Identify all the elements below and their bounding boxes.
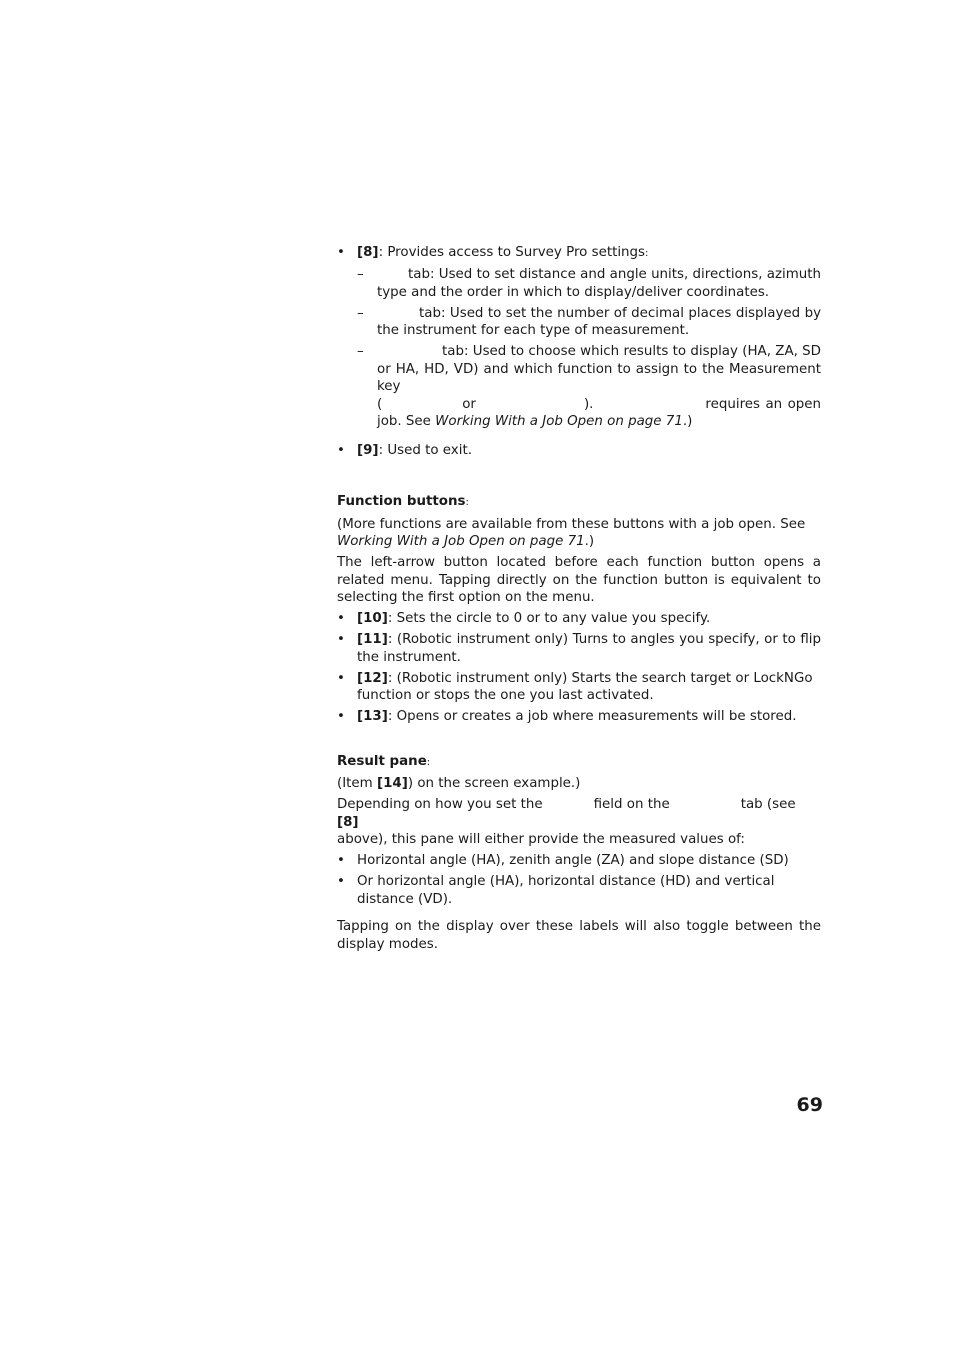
item-text: : Sets the circle to 0 or to any value you specify. xyxy=(387,611,711,626)
item-ref: [8] xyxy=(357,245,379,260)
cross-reference-link[interactable]: Working With a Job Open on page 71 xyxy=(435,414,683,429)
sub-item-paren-close: ). xyxy=(583,396,594,412)
sub-item-end: .) xyxy=(682,414,693,429)
list-item-exit xyxy=(337,442,821,460)
list-item-function-10 xyxy=(337,610,821,628)
list-item-result-1: • Horizontal angle (HA), zenith angle (ZA) and slope distance (SD) xyxy=(337,852,821,870)
sub-item-decimals-tab xyxy=(357,305,821,340)
result-pane-item: (Item [14]) on the screen example.) xyxy=(337,776,581,791)
settings-list xyxy=(337,244,821,459)
result-pane-description: Depending on how you set the field on the tab (see [8] above), this pane will either provide the measured values of: xyxy=(337,797,796,847)
page-number: 69 xyxy=(796,1094,823,1116)
sub-item-requires: requires an open job. See xyxy=(377,396,821,429)
result-pane-heading: Result pane: xyxy=(337,753,431,769)
item-ref: [13] xyxy=(357,709,388,724)
sub-item-results-tab xyxy=(357,343,821,431)
item-ref: [11] xyxy=(357,632,388,647)
list-item-function-13 xyxy=(337,708,821,726)
result-pane-list xyxy=(337,852,821,908)
list-item-settings xyxy=(337,244,821,431)
item-text: : Used to exit. xyxy=(378,442,472,458)
result-pane-closing: Tapping on the display over these labels will also toggle between the display modes. xyxy=(337,919,821,952)
list-item-function-11 xyxy=(337,631,821,666)
item-ref: [10] xyxy=(357,611,388,626)
item-ref: [12] xyxy=(357,670,388,686)
sub-item-text: tab: Used to set distance and angle units, directions, azimuth type and the order in which to display/deliver coordinates. xyxy=(377,267,821,300)
function-buttons-heading: Function buttons: xyxy=(337,494,469,509)
sub-item-text: tab: Used to set the number of decimal places displayed by the instrument for each type of measurement. xyxy=(377,305,821,338)
page-body xyxy=(337,244,821,957)
item-text: : Provides access to Survey Pro settings xyxy=(378,245,646,260)
list-item-result-2: • Or horizontal angle (HA), horizontal distance (HD) and vertical distance (VD). xyxy=(337,873,821,908)
sub-item-text: tab: Used to choose which results to display (HA, ZA, SD or HA, HD, VD) and which function to assign to the Measurement key xyxy=(377,344,821,394)
item-ref: [9] xyxy=(357,442,379,458)
sub-item-or: or xyxy=(462,396,476,412)
list-item-function-12 xyxy=(337,670,821,705)
function-buttons-list xyxy=(337,610,821,726)
sub-item-paren-open: ( xyxy=(377,396,383,412)
function-buttons-note: (More functions are available from these buttons with a job open. See Working With a Job Open on page 71.) xyxy=(337,516,806,549)
function-buttons-description: The left-arrow button located before each function button opens a related menu. Tapping directly on the function button is equivalent to selecting the first option on the menu. xyxy=(337,555,821,605)
item-text: : (Robotic instrument only) Turns to angles you specify, or to flip the instrument. xyxy=(357,632,821,665)
sub-item-units-tab xyxy=(357,266,821,301)
item-text: : (Robotic instrument only) Starts the search target or LockNGo function or stops the one you last activated. xyxy=(357,670,813,703)
cross-reference-link[interactable]: Working With a Job Open on page 71 xyxy=(337,534,585,549)
item-text: : Opens or creates a job where measurements will be stored. xyxy=(387,709,797,724)
item-colon: : xyxy=(645,248,649,259)
settings-tab-list xyxy=(357,266,821,431)
